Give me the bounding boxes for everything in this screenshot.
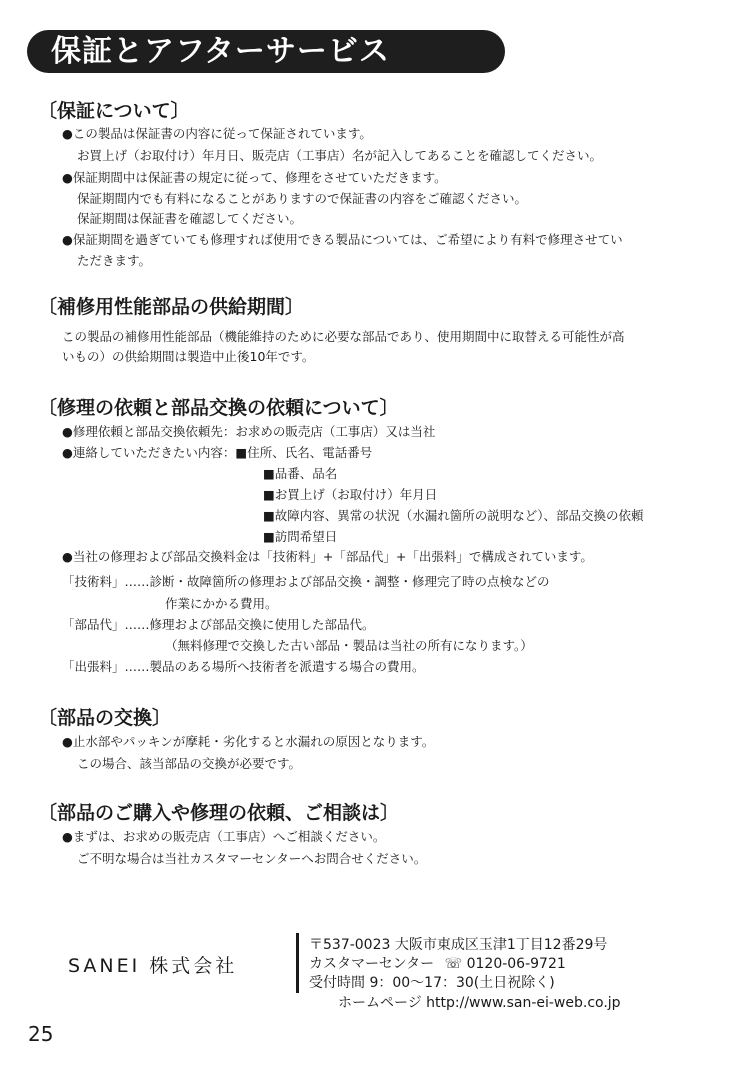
parts-replacement-line: ●止水部やパッキンが摩耗・劣化すると水漏れの原因となります。 [62,734,435,749]
company-name: SANEI 株式会社 [68,955,238,977]
repair-request-line: ●当社の修理および部品交換料金は「技術料」+「部品代」+「出張料」で構成されています。 [62,549,593,564]
repair-request-line: 作業にかかる費用。 [165,596,278,611]
phone-number: 0120-06-9721 [466,956,566,972]
consultation-line: ●まずは、お求めの販売店（工事店）へご相談ください。 [62,829,386,844]
repair-request-line: ■故障内容、異常の状況（水漏れ箇所の説明など）、部品交換の依頼 [263,508,644,523]
business-hours: 受付時間 9：00〜17：30(土日祝除く) [309,975,555,991]
parts-period-line: いもの）の供給期間は製造中止後10年です。 [62,349,315,364]
repair-request-line: ■訪問希望日 [263,529,338,544]
warranty-line: 保証期間内でも有料になることがありますので保証書の内容をご確認ください。 [77,191,528,206]
warranty-line: ●この製品は保証書の内容に従って保証されています。 [62,126,372,141]
parts-replacement-heading: 〔部品の交換〕 [38,707,172,729]
page-number: 25 [28,1022,54,1046]
repair-request-line: ■お買上げ（お取付け）年月日 [263,487,438,502]
warranty-line: お買上げ（お取付け）年月日、販売店（工事店）名が記入してあることを確認してください。 [77,148,603,163]
parts-replacement-line: この場合、該当部品の交換が必要です。 [77,756,302,771]
repair-request-line: ●連絡していただきたい内容：■住所、氏名、電話番号 [62,445,373,460]
parts-period-line: この製品の補修用性能部品（機能維持のために必要な部品であり、使用期間中に取替える可能性が高 [62,329,625,344]
repair-request-heading: 〔修理の依頼と部品交換の依頼について〕 [38,397,399,419]
company-address: 〒537-0023 大阪市東成区玉津1丁目12番29号 [309,937,608,953]
customer-center-label: カスタマーセンター [309,956,435,972]
repair-request-line: ●修理依頼と部品交換依頼先：お求めの販売店（工事店）又は当社 [62,424,436,439]
warranty-line: ●保証期間を過ぎていても修理すれば使用できる製品については、ご希望により有料で修理させてい [62,232,623,247]
repair-request-line: 「出張料」……製品のある場所へ技術者を派遣する場合の費用。 [62,659,425,674]
page-title: 保証とアフターサービス [27,30,505,73]
homepage-link[interactable]: ホームページ http://www.san-ei-web.co.jp [338,995,621,1011]
footer-divider [296,933,299,993]
phone-icon: ☏ [444,956,463,972]
warranty-line: 保証期間は保証書を確認してください。 [77,211,303,226]
customer-center [309,953,566,973]
repair-request-line: （無料修理で交換した古い部品・製品は当社の所有になります。） [165,638,533,653]
warranty-heading: 〔保証について〕 [38,100,190,122]
repair-request-line: 「部品代」……修理および部品交換に使用した部品代。 [62,617,375,632]
repair-request-line: ■品番、品名 [263,466,338,481]
parts-period-heading: 〔補修用性能部品の供給期間〕 [38,296,305,318]
consultation-line: ご不明な場合は当社カスタマーセンターへお問合せください。 [77,851,427,866]
repair-request-line: 「技術料」……診断・故障箇所の修理および部品交換・調整・修理完了時の点検などの [62,574,550,589]
warranty-line: ●保証期間中は保証書の規定に従って、修理をさせていただきます。 [62,170,447,185]
warranty-line: ただきます。 [77,253,152,268]
consultation-heading: 〔部品のご購入や修理の依頼、ご相談は〕 [38,802,400,824]
